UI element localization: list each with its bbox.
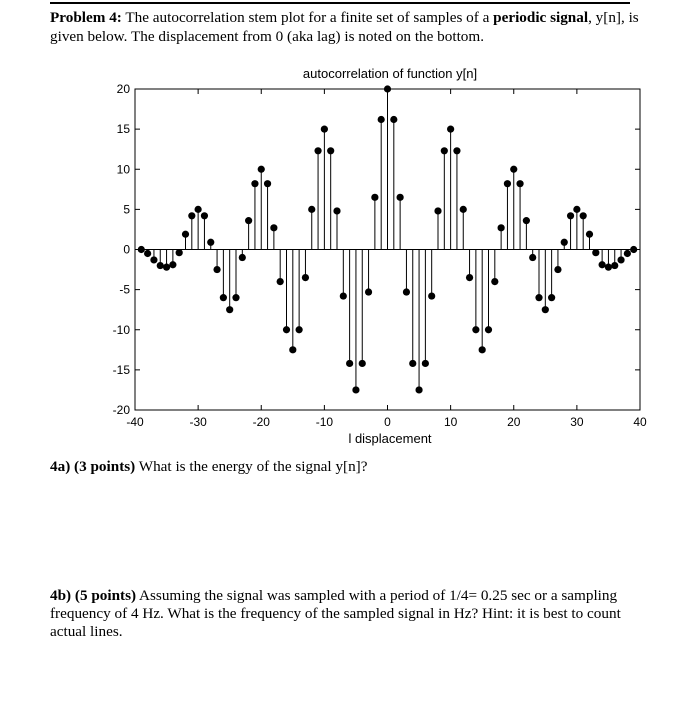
x-tick-label: -30 — [189, 415, 207, 429]
stem-marker — [403, 288, 410, 295]
stem-marker — [150, 256, 157, 263]
stem-marker — [283, 326, 290, 333]
stem-marker — [466, 274, 473, 281]
stem-marker — [251, 180, 258, 187]
stem-marker — [592, 249, 599, 256]
x-tick-label: 0 — [384, 415, 391, 429]
stem-marker — [289, 346, 296, 353]
stem-marker — [422, 360, 429, 367]
stem-marker — [371, 194, 378, 201]
stem-marker — [220, 294, 227, 301]
question-4b-text: Assuming the signal was sampled with a period of 1/4= 0.25 sec or a sampling frequency of 4 Hz. What is the frequency of the sampled signal in Hz? Hint: it is best to count actual lines. — [50, 587, 621, 640]
stem-marker — [504, 180, 511, 187]
stem-marker — [226, 306, 233, 313]
stem-marker — [188, 212, 195, 219]
stem-marker — [409, 360, 416, 367]
stem-marker — [453, 147, 460, 154]
stem-marker — [232, 294, 239, 301]
stem-marker — [333, 207, 340, 214]
stem-marker — [258, 166, 265, 173]
y-tick-label: -5 — [119, 282, 130, 297]
stem-marker — [195, 206, 202, 213]
stem-marker — [460, 206, 467, 213]
stem-marker — [573, 206, 580, 213]
stem-marker — [567, 212, 574, 219]
stem-series — [135, 85, 640, 393]
stem-marker — [207, 239, 214, 246]
stem-marker — [296, 326, 303, 333]
stem-marker — [163, 264, 170, 271]
stem-marker — [523, 217, 530, 224]
stem-marker — [314, 147, 321, 154]
stem-marker — [624, 250, 631, 257]
problem-rest: , y[n], is given below. The displacement from 0 (aka lag) is noted on the bottom. — [50, 9, 639, 45]
stem-marker — [182, 231, 189, 238]
stem-marker — [308, 206, 315, 213]
question-4a — [50, 458, 367, 476]
stem-marker — [264, 180, 271, 187]
question-4b — [50, 587, 640, 641]
stem-marker — [365, 288, 372, 295]
stem-marker — [327, 147, 334, 154]
stem-marker — [561, 239, 568, 246]
problem-heading: Problem 4: — [50, 9, 122, 26]
x-tick-label: -20 — [252, 415, 270, 429]
stem-marker — [428, 292, 435, 299]
problem-emphasis: periodic signal — [493, 9, 589, 26]
stem-marker — [390, 116, 397, 123]
x-tick-label: -10 — [315, 415, 334, 429]
x-tick-label: -40 — [126, 415, 144, 429]
stem-marker — [516, 180, 523, 187]
question-4a-label: 4a) (3 points) — [50, 458, 136, 475]
stem-marker — [580, 212, 587, 219]
y-tick-label: 5 — [123, 202, 130, 217]
stem-marker — [270, 224, 277, 231]
stem-marker — [535, 294, 542, 301]
stem-marker — [599, 261, 606, 268]
stem-marker — [169, 261, 176, 268]
stem-marker — [485, 326, 492, 333]
stem-marker — [245, 217, 252, 224]
x-tick-label: 10 — [443, 415, 458, 429]
stem-marker — [359, 360, 366, 367]
stem-marker — [611, 262, 618, 269]
y-tick-label: -10 — [112, 322, 130, 337]
stem-marker — [472, 326, 479, 333]
stem-marker — [491, 278, 498, 285]
stem-marker — [201, 212, 208, 219]
stem-marker — [447, 126, 454, 133]
stem-marker — [434, 207, 441, 214]
stem-marker — [213, 266, 220, 273]
stem-marker — [586, 231, 593, 238]
plot-axes — [113, 82, 647, 429]
stem-marker — [157, 262, 164, 269]
x-tick-label: 30 — [570, 415, 584, 429]
stem-marker — [352, 386, 359, 393]
stem-marker — [529, 254, 536, 261]
stem-marker — [617, 256, 624, 263]
stem-marker — [397, 194, 404, 201]
stem-marker — [277, 278, 284, 285]
stem-marker — [239, 254, 246, 261]
stem-marker — [340, 292, 347, 299]
y-tick-label: 10 — [116, 162, 130, 177]
question-4a-text: What is the energy of the signal y[n]? — [135, 458, 368, 475]
stem-marker — [554, 266, 561, 273]
stem-marker — [378, 116, 385, 123]
stem-marker — [346, 360, 353, 367]
y-tick-label: 20 — [116, 82, 130, 96]
stem-marker — [510, 166, 517, 173]
stem-marker — [498, 224, 505, 231]
stem-marker — [302, 274, 309, 281]
stem-marker — [605, 264, 612, 271]
stem-marker — [548, 294, 555, 301]
stem-marker — [176, 249, 183, 256]
question-4b-label: 4b) (5 points) — [50, 587, 137, 604]
stem-marker — [415, 386, 422, 393]
x-axis-label: l displacement — [348, 431, 432, 446]
stem-marker — [321, 126, 328, 133]
x-tick-label: 40 — [633, 415, 647, 429]
chart-title: autocorrelation of function y[n] — [302, 66, 478, 81]
y-tick-label: 15 — [116, 122, 130, 137]
problem-intro: The autocorrelation stem plot for a finite set of samples of a — [121, 9, 494, 26]
stem-marker — [479, 346, 486, 353]
stem-marker — [144, 250, 151, 257]
y-tick-label: -15 — [112, 362, 130, 377]
y-tick-label: 0 — [123, 242, 130, 257]
stem-marker — [542, 306, 549, 313]
y-tick-label: -20 — [112, 403, 130, 417]
stem-marker — [441, 147, 448, 154]
x-tick-label: 20 — [507, 415, 521, 429]
